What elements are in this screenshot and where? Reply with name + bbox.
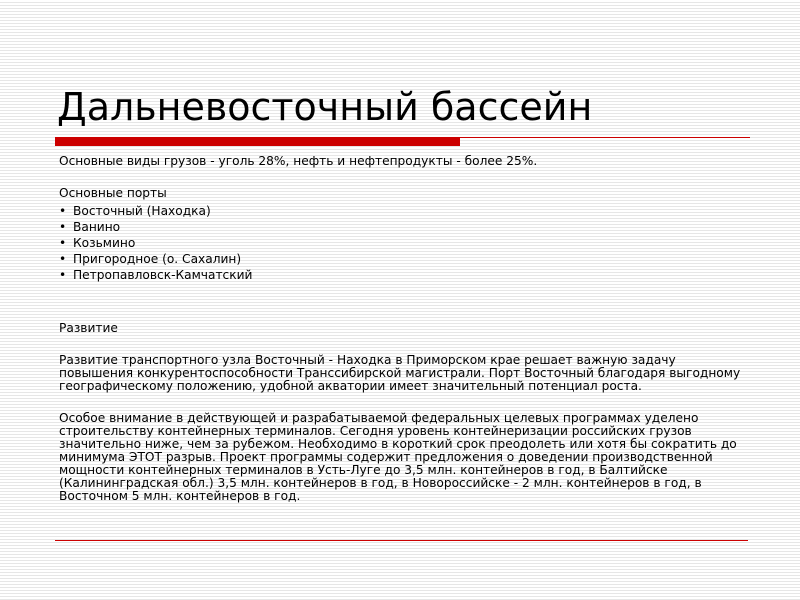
spacer xyxy=(59,393,749,412)
title-accent-bar xyxy=(55,137,460,146)
ports-heading: Основные порты xyxy=(59,186,167,200)
bullet-icon: • xyxy=(59,252,67,266)
port-name: Восточный (Находка) xyxy=(73,204,211,218)
footer-divider-line xyxy=(55,540,748,541)
list-item xyxy=(59,267,749,283)
spacer xyxy=(59,335,749,354)
cargo-types-text: Основные виды грузов - уголь 28%, нефть и нефтепродукты - более 25%. xyxy=(59,154,538,168)
slide-body xyxy=(59,155,749,503)
port-name: Петропавловск-Камчатский xyxy=(73,268,253,282)
title-divider-line xyxy=(460,137,750,138)
bullet-icon: • xyxy=(59,204,67,218)
bullet-icon: • xyxy=(59,236,67,250)
spacer xyxy=(59,283,749,322)
list-item xyxy=(59,235,749,251)
spacer xyxy=(59,168,749,187)
development-paragraph-2: Особое внимание в действующей и разрабатываемой федеральных целевых программах уделено строительству контейнерных терминалов. Сегодня уровень контейнеризации российских грузов значительно ниже, чем за рубежом. Необходимо в короткий срок преодолеть или хотя бы сократить до минимума ЭТОТ разрыв. Проект программы содержит предложения о доведении производственной мощности контейнерных терминалов в Усть-Луге до 3,5 млн. контейнеров в год, в Балтийске (Калининградская обл.) 3,5 млн. контейнеров в год, в Новороссийске - 2 млн. контейнеров в год, в Восточном 5 млн. контейнеров в год. xyxy=(59,411,737,503)
development-paragraph-1: Развитие транспортного узла Восточный - Находка в Приморском крае решает важную задачу повышения конкурентоспособности Транссибирской магистрали. Порт Восточный благодаря выгодному географическому положению, удобной акватории имеет значительный потенциал роста. xyxy=(59,353,741,393)
ports-list xyxy=(59,203,749,283)
list-item xyxy=(59,203,749,219)
port-name: Козьмино xyxy=(73,236,136,250)
bullet-icon: • xyxy=(59,268,67,282)
port-name: Ванино xyxy=(73,220,121,234)
port-name: Пригородное (о. Сахалин) xyxy=(73,252,242,266)
development-heading: Развитие xyxy=(59,321,118,335)
list-item xyxy=(59,219,749,235)
list-item xyxy=(59,251,749,267)
bullet-icon: • xyxy=(59,220,67,234)
slide-title: Дальневосточный бассейн xyxy=(57,85,593,129)
